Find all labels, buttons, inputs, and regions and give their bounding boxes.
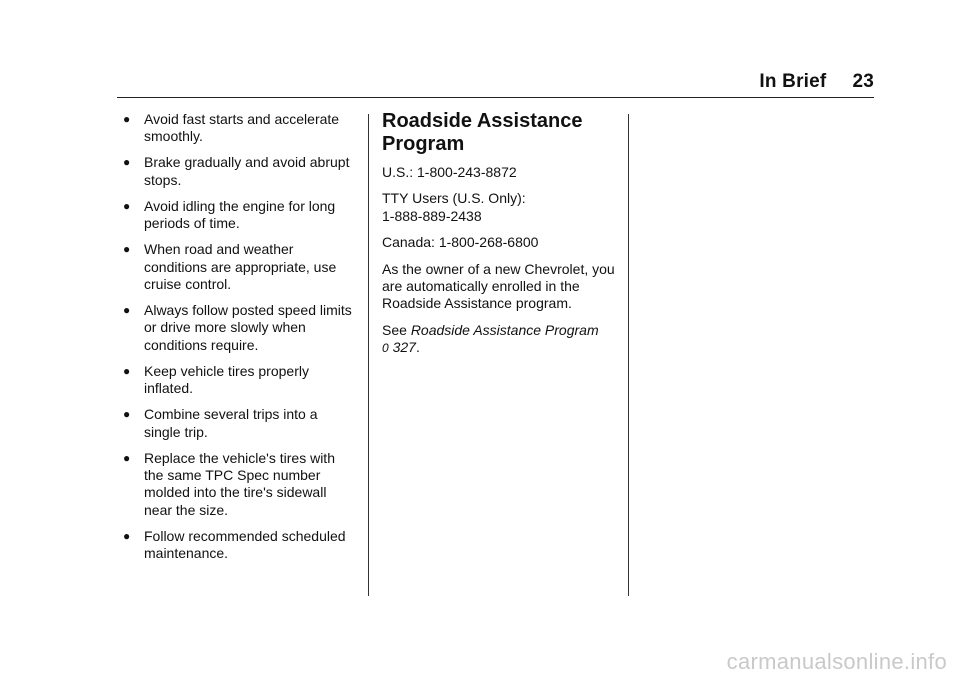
bullet-icon: ● [123, 450, 131, 465]
list-item [117, 111, 357, 146]
page-header [759, 71, 874, 93]
cross-reference-link[interactable]: Roadside Assistance Program [410, 321, 599, 338]
list-item-text: Follow recommended scheduled maintenance. [144, 527, 346, 562]
owner-paragraph: As the owner of a new Chevrolet, you are automatically enrolled in the Roadside Assistance program. [382, 260, 615, 312]
column-divider-2 [628, 114, 629, 596]
list-item [117, 198, 357, 233]
see-reference [382, 322, 627, 358]
bullet-icon: ● [123, 528, 131, 543]
list-item-text: Brake gradually and avoid abrupt stops. [144, 154, 350, 188]
see-prefix: See [382, 321, 407, 338]
tty-label: TTY Users (U.S. Only): [382, 190, 526, 207]
list-item [117, 241, 357, 293]
list-item [117, 450, 357, 520]
section-title: In Brief [759, 71, 827, 92]
tty-phone [382, 190, 627, 225]
watermark: carmanualsonline.info [726, 649, 947, 674]
bullet-icon: ● [123, 242, 131, 257]
bullet-icon: ● [123, 112, 131, 126]
list-item-text: Avoid idling the engine for long periods of time. [144, 197, 336, 232]
us-phone: U.S.: 1-800-243-8872 [382, 164, 517, 180]
list-item-text: Always follow posted speed limits or drive more slowly when conditions require. [144, 302, 352, 353]
list-item [117, 154, 357, 189]
bullet-icon: ● [123, 407, 131, 422]
section-heading: Roadside Assistance Program [382, 110, 583, 155]
bullet-icon: ● [123, 303, 131, 318]
page-number: 23 [852, 71, 874, 92]
bullet-icon: ● [123, 198, 131, 213]
list-item [117, 406, 357, 441]
bullet-icon: ● [123, 155, 131, 170]
page-ref-arrow-icon: 0 [382, 341, 389, 356]
column-divider-1 [368, 114, 369, 596]
tty-number: 1-888-889-2438 [382, 207, 482, 224]
tips-column [117, 111, 357, 571]
roadside-column [382, 110, 627, 367]
list-item [117, 528, 357, 563]
list-item-text: When road and weather conditions are appropriate, use cruise control. [144, 241, 337, 293]
tips-list [117, 111, 357, 563]
bullet-icon: ● [123, 363, 131, 378]
header-rule [117, 97, 874, 98]
list-item-text: Avoid fast starts and accelerate smoothly. [144, 111, 340, 145]
list-item [117, 302, 357, 354]
list-item-text: Keep vehicle tires properly inflated. [144, 362, 309, 397]
canada-phone: Canada: 1-800-268-6800 [382, 234, 539, 251]
list-item-text: Combine several trips into a single trip. [144, 406, 318, 440]
list-item-text: Replace the vehicle's tires with the same TPC Spec number molded into the tire's sidewall near the size. [144, 449, 335, 518]
list-item [117, 363, 357, 398]
cross-reference-page[interactable]: 327 [392, 339, 416, 356]
see-suffix: . [415, 339, 420, 356]
